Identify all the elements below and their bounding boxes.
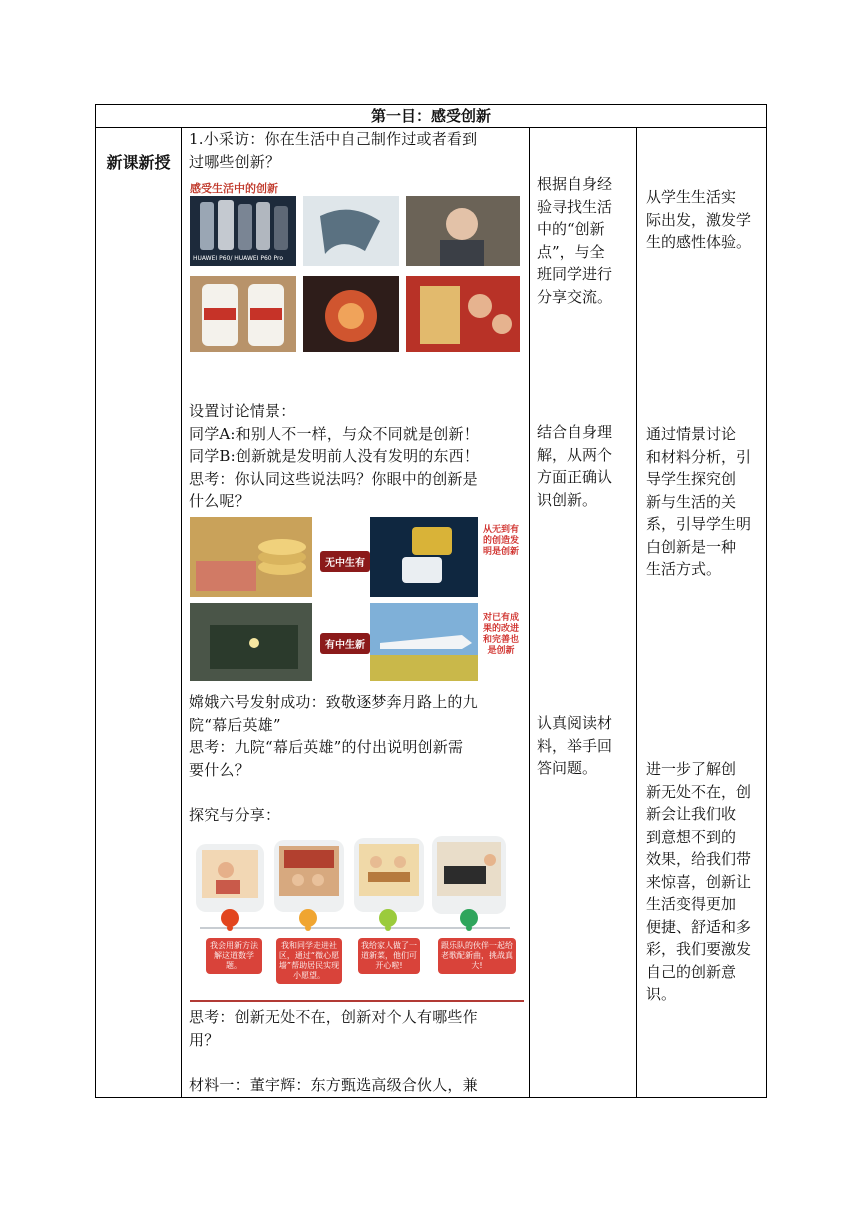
bubble-1: 我会用新方法解这道数学题。 <box>206 938 262 974</box>
discussion-block: 设置讨论情景： 同学A:和别人不一样，与众不同就是创新！ 同学B:创新就是发明前人没有发明的东西！ 思考：你认同这些说法吗？你眼中的创新是 什么呢？ <box>189 402 480 510</box>
red-note-2: 对已有成果的改进和完善也是创新 <box>482 613 519 656</box>
divider <box>190 1000 524 1002</box>
think-3-block: 思考：创新无处不在，创新对个人有哪些作 用？ 材料一：董宇辉：东方甄选高级合伙人，兼 <box>189 1008 478 1094</box>
timeline <box>190 908 524 938</box>
card-1 <box>196 844 264 912</box>
red-note-1: 从无到有的创造发明是创新 <box>482 525 519 557</box>
activity-1: 根据自身经 验寻找生活 中的“创新 点”，与全 班同学进行 分享交流。 <box>537 175 613 306</box>
card-2 <box>274 840 344 912</box>
innovation-life-image <box>190 180 520 364</box>
tag-from-nothing: 无中生有 <box>320 551 370 572</box>
student-activity-cell <box>530 128 637 1098</box>
card-3 <box>354 838 424 912</box>
table-title: 第一目：感受创新 <box>96 105 767 128</box>
bubble-3: 我给家人做了一道新菜，他们可开心啦! <box>358 938 420 974</box>
phone-caption: HUAWEI P60/ HUAWEI P60 Pro <box>193 255 284 262</box>
design-intent-cell <box>637 128 767 1098</box>
activity-3: 认真阅读材 料，举手回 答问题。 <box>537 714 613 777</box>
collage-photos <box>190 196 520 366</box>
card-4 <box>432 836 506 914</box>
intent-2: 通过情景讨论 和材料分析，引 导学生探究创 新与生活的关 系，引导学生明 白创新是一种 生活方式。 <box>646 425 752 578</box>
bubble-2: 我和同学走进社区，通过“微心愿墙”帮助居民实现小愿望。 <box>276 938 342 984</box>
image-caption: 感受生活中的创新 <box>190 182 278 195</box>
bubble-4: 跟乐队的伙伴一起给老歌配新曲，挑战真大! <box>438 938 516 974</box>
lesson-table <box>95 104 767 1098</box>
intent-1: 从学生生活实 际出发，激发学 生的感性体验。 <box>646 188 752 251</box>
section-label: 新课新授 <box>96 128 182 1098</box>
explore-share-image <box>190 836 524 1002</box>
tag-from-existing: 有中生新 <box>320 633 370 654</box>
chang-e-block: 嫦娥六号发射成功：致敬逐梦奔月路上的九 院“幕后英雄” 思考：九院“幕后英雄”的付出说明创新需 要什么？ 探究与分享： <box>189 693 478 824</box>
teaching-content-cell <box>182 128 530 1098</box>
question-1: 1.小采访：你在生活中自己制作过或者看到 过哪些创新？ <box>189 130 478 171</box>
innovation-types-image <box>190 517 522 683</box>
innovation-photos <box>190 517 522 683</box>
activity-2: 结合自身理 解，从两个 方面正确认 识创新。 <box>537 423 613 509</box>
intent-3: 进一步了解创 新无处不在，创 新会让我们收 到意想不到的 效果，给我们带 来惊喜，创新让 生活变得更加 便捷、舒适和多 彩，我们要激发 自己的创新意 识。 <box>646 760 752 1003</box>
